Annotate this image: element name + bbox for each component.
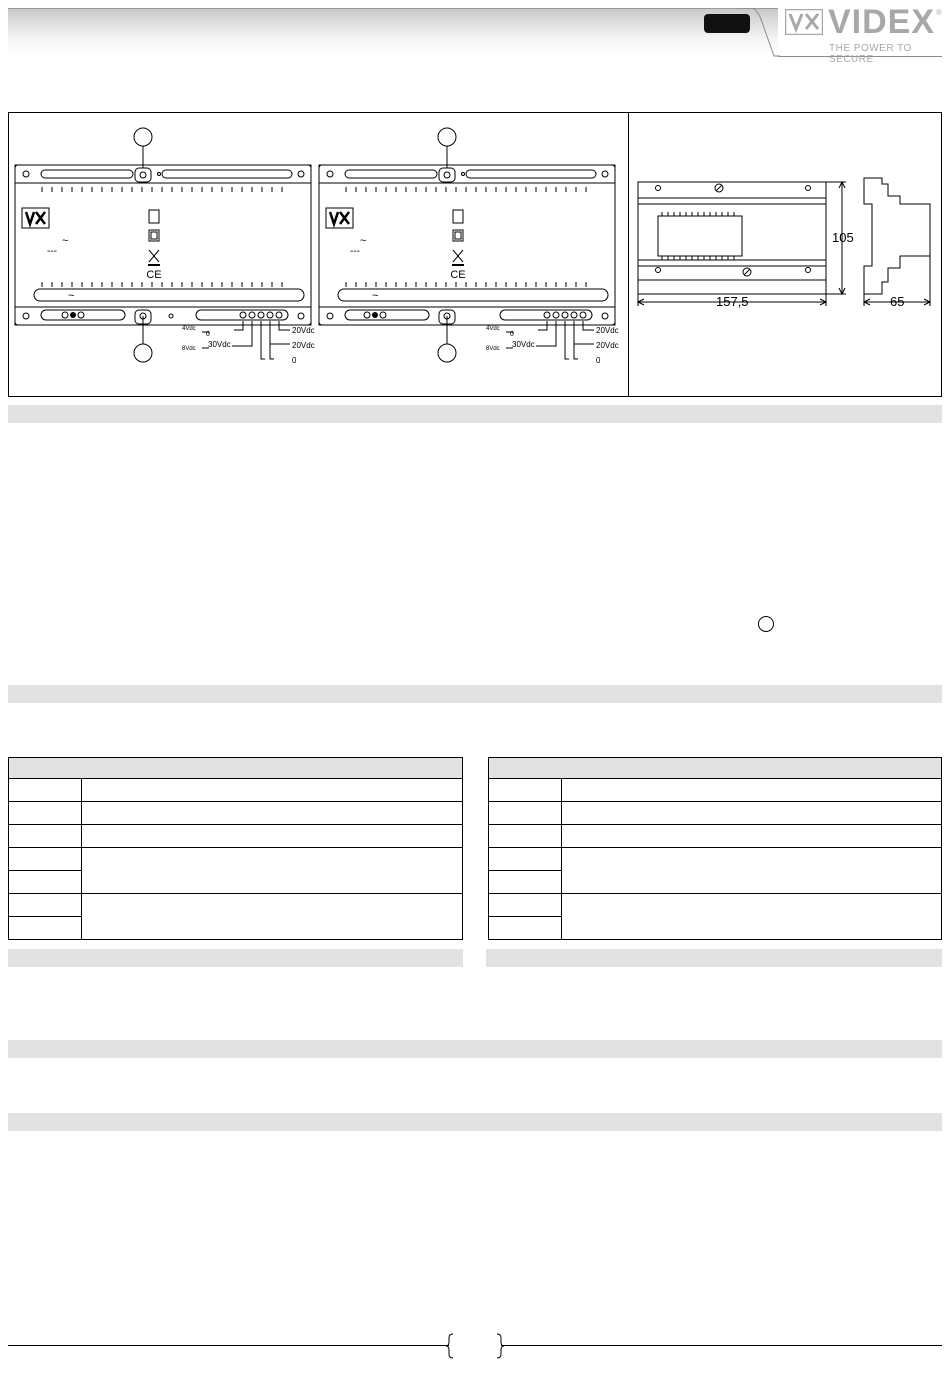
page-number-bracket [446, 1332, 504, 1360]
table-row [9, 802, 463, 825]
brand-name: VIDEX [828, 3, 936, 41]
dimension-drawing [632, 170, 940, 315]
section-bar-4 [8, 1113, 942, 1131]
table-row [489, 894, 942, 917]
table-row [489, 779, 942, 802]
psu-1-label-20vdc-b: 20Vdc [292, 341, 315, 350]
spec-table-right [488, 757, 942, 940]
figure-divider [628, 112, 629, 397]
psu-1-label-0b: 0 [292, 356, 297, 365]
psu-2-ac-symbol: ~ [360, 235, 367, 247]
brand-tagline: THE POWER TO SECURE [829, 43, 912, 65]
table-row [9, 779, 463, 802]
psu-1-dc-symbol: --- [47, 246, 57, 257]
table-row [489, 825, 942, 848]
reference-circle [758, 616, 774, 632]
spec-table-left [8, 757, 463, 940]
section-bar-2 [8, 685, 942, 703]
dimension-depth: 65 [890, 294, 905, 309]
psu-2-label-30vdc: 30Vdc [512, 340, 535, 349]
psu-2-label-20vdc-b: 20Vdc [596, 341, 619, 350]
psu-1-label-8vdc: 8Vdc [182, 346, 196, 352]
psu-1-label-4vdc: 4Vdc [182, 326, 196, 332]
psu-1-label-30vdc: 30Vdc [208, 340, 231, 349]
psu-2-dc-symbol: --- [350, 246, 360, 257]
section-bar-3 [8, 1040, 942, 1058]
psu-2-label-0a: 0 [510, 331, 514, 338]
psu-2-label-20vdc-a: 20Vdc [596, 326, 619, 335]
psu-unit-2-drawing [316, 120, 620, 370]
footer-line-left [8, 1345, 449, 1346]
section-bar-1 [8, 405, 942, 423]
table-row [9, 894, 463, 917]
table-row [489, 802, 942, 825]
language-tab [704, 14, 750, 33]
psu-1-rail-symbol: ~ [68, 290, 75, 302]
psu-2-rail-symbol: ~ [372, 290, 379, 302]
psu-1-label-0a: 0 [206, 331, 210, 338]
footer-line-right [501, 1345, 942, 1346]
psu-1-label-20vdc-a: 20Vdc [292, 326, 315, 335]
table-row [9, 848, 463, 871]
psu-2-label-0b: 0 [596, 356, 601, 365]
section-bar-right [486, 949, 942, 967]
dimension-height: 105 [832, 230, 854, 245]
table-row [9, 825, 463, 848]
psu-unit-1-drawing [12, 120, 316, 370]
registered-mark: ® [936, 8, 942, 17]
videx-logo-icon [785, 9, 823, 35]
psu-1-ac-symbol: ~ [62, 235, 69, 247]
table-header [9, 758, 463, 779]
svg-text:CE: CE [450, 269, 466, 281]
table-row [489, 848, 942, 871]
psu-2-label-8vdc: 8Vdc [486, 346, 500, 352]
table-header [489, 758, 942, 779]
svg-text:CE: CE [146, 269, 162, 281]
psu-2-label-4vdc: 4Vdc [486, 326, 500, 332]
header-band [8, 8, 778, 57]
dimension-width: 157,5 [716, 294, 749, 309]
section-bar-left [8, 949, 463, 967]
